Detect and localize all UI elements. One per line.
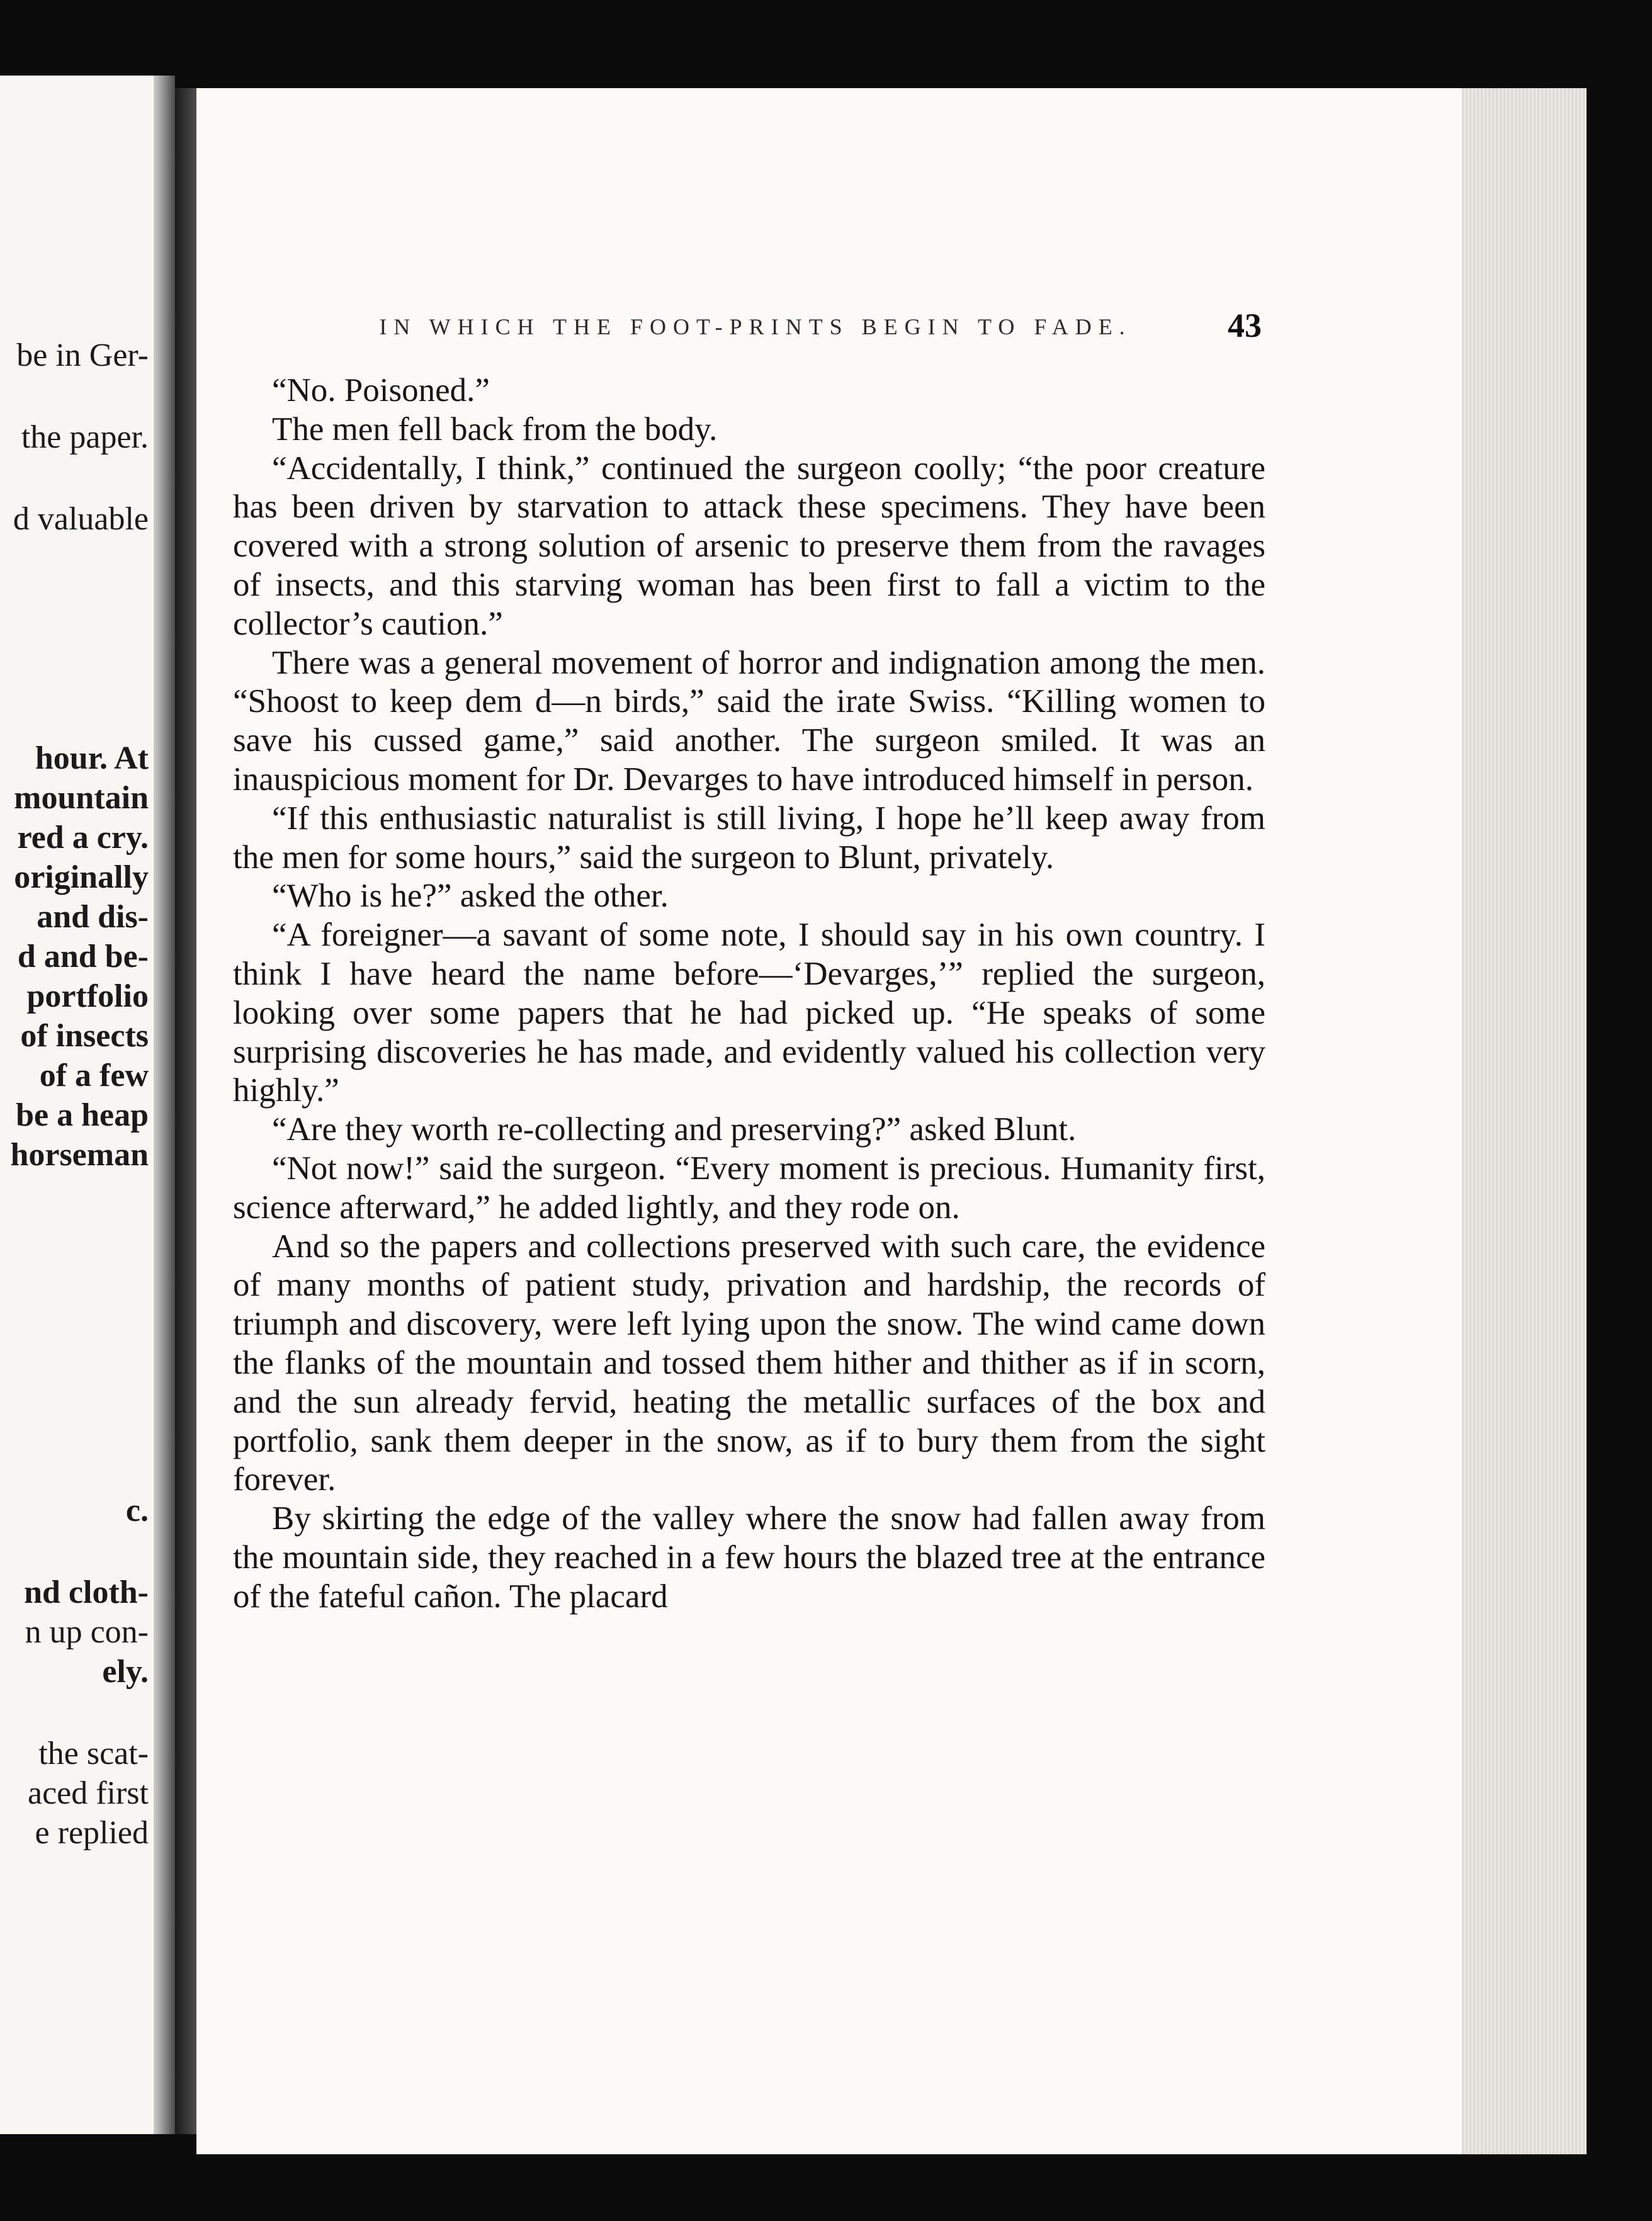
previous-page-line: of a few xyxy=(39,1058,149,1094)
previous-page-line: d and be- xyxy=(17,939,149,975)
previous-page-line: c. xyxy=(125,1493,149,1529)
previous-page-line: portfolio xyxy=(26,978,149,1014)
paragraph: “Who is he?” asked the other. xyxy=(272,878,669,915)
previous-page-line: the paper. xyxy=(21,419,149,455)
page-number: 43 xyxy=(1228,307,1262,344)
paragraph: “Not now!” said the surgeon. “Every moment is precious. Humanity first, science afterward,” he added lightly, and they rode on. xyxy=(233,1150,1265,1226)
paragraph: And so the papers and collections preserved with such care, the evidence of many months of patient study, privation and hardship, the records of triumph and discovery, were left lying upon the snow. The wind came down the flanks of the mountain and tossed them hither and thither as if in scorn, and the sun already fervid, heating the metallic surfaces of the box and portfolio, sank them deeper in the snow, as if to bury them from the sight forever. xyxy=(233,1228,1265,1498)
previous-page-line: hour. At xyxy=(35,740,149,776)
page-edges xyxy=(1448,88,1587,2154)
previous-page-line: aced first xyxy=(27,1775,149,1811)
paragraph: “A foreigner—a savant of some note, I should say in his own country. I think I have heard the name before—‘Devarges,’” replied the surgeon, looking over some papers that he had picked up. “He speaks of some surprising discoveries he has made, and evidently valued his collection very highly.” xyxy=(233,917,1265,1109)
previous-page-line: nd cloth- xyxy=(24,1574,149,1610)
previous-page-line: be in Ger- xyxy=(16,337,149,373)
previous-page-line: the scat- xyxy=(38,1736,149,1772)
previous-page-line: be a heap xyxy=(16,1097,149,1133)
running-header: IN WHICH THE FOOT-PRINTS BEGIN TO FADE. xyxy=(379,314,1132,339)
paragraph: There was a general movement of horror and indignation among the men. “Shoost to keep dem d—n birds,” said the irate Swiss. “Killing women to save his cussed game,” said another. The surgeon smiled. It was an inauspicious moment for Dr. Devarges to have introduced himself in person. xyxy=(233,644,1265,798)
paragraph: “Are they worth re-collecting and preserving?” asked Blunt. xyxy=(272,1111,1077,1148)
previous-page-line: e replied xyxy=(35,1815,149,1851)
previous-page-line: horseman xyxy=(10,1137,149,1173)
paragraph: “No. Poisoned.” xyxy=(272,372,490,409)
previous-page xyxy=(0,76,175,2134)
previous-page-line: d valuable xyxy=(13,501,149,537)
paragraph: “Accidentally, I think,” continued the surgeon coolly; “the poor creature has been driven by starvation to attack these specimens. They have been covered with a strong solution of arsenic to preserve them from the ravages of insects, and this starving woman has been first to fall a victim to the collector’s caution.” xyxy=(233,449,1265,642)
previous-page-line: n up con- xyxy=(25,1614,149,1650)
page-body xyxy=(233,371,1265,1617)
previous-page-line: mountain xyxy=(14,780,149,816)
paragraph: The men fell back from the body. xyxy=(272,410,718,448)
paragraph: “If this enthusiastic naturalist is still living, I hope he’ll keep away from the men for some hours,” said the surgeon to Blunt, privately. xyxy=(233,800,1265,876)
previous-page-line: ely. xyxy=(102,1654,149,1690)
previous-page-edge xyxy=(154,76,175,2134)
paragraph: By skirting the edge of the valley where the snow had fallen away from the mountain side, they reached in a few hours the blazed tree at the entrance of the fateful cañon. The placard xyxy=(233,1500,1265,1615)
previous-page-line: originally xyxy=(14,859,149,895)
previous-page-line: red a cry. xyxy=(17,820,149,856)
previous-page-line: of insects xyxy=(20,1018,149,1054)
previous-page-line: and dis- xyxy=(37,899,149,935)
